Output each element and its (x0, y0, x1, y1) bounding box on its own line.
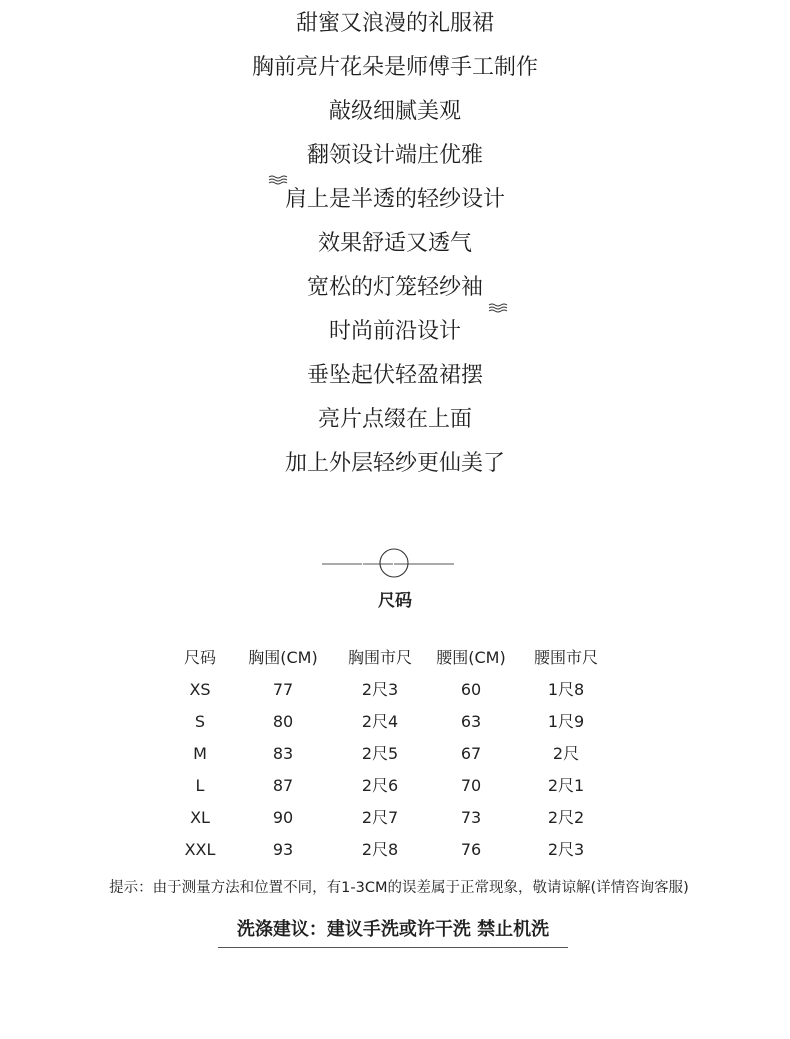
cell-waist-cm: 73 (460, 808, 482, 827)
section-divider-icon (322, 546, 468, 580)
table-row (0, 738, 790, 770)
cell-waist-chi: 1尺9 (547, 712, 585, 731)
cell-waist-chi: 2尺 (552, 744, 580, 763)
description-line-4: 翻领设计端庄优雅 (306, 143, 483, 168)
cell-bust-cm: 80 (272, 712, 294, 731)
cell-bust-cm: 83 (272, 744, 294, 763)
description-line-5: 肩上是半透的轻纱设计 (284, 187, 505, 212)
wash-advice: 洗涤建议：建议手洗或许干洗 禁止机洗 (218, 915, 568, 948)
wave-ornament-icon (488, 303, 510, 313)
table-row (0, 834, 790, 866)
description-line-7: 宽松的灯笼轻纱袖 (306, 275, 483, 300)
table-row (0, 770, 790, 802)
cell-waist-cm: 63 (460, 712, 482, 731)
cell-size: XL (190, 808, 210, 827)
description-line-1: 甜蜜又浪漫的礼服裙 (295, 11, 494, 36)
wave-ornament-icon (268, 175, 290, 185)
description-line-6: 效果舒适又透气 (317, 231, 472, 256)
cell-bust-chi: 2尺3 (361, 680, 399, 699)
cell-bust-chi: 2尺4 (361, 712, 399, 731)
header-waist-cm: 腰围(CM) (436, 648, 506, 667)
cell-waist-chi: 2尺3 (547, 840, 585, 859)
table-row (0, 706, 790, 738)
cell-bust-cm: 77 (272, 680, 294, 699)
cell-bust-chi: 2尺7 (361, 808, 399, 827)
cell-waist-chi: 1尺8 (547, 680, 585, 699)
header-bust-chi: 胸围市尺 (347, 648, 412, 667)
description-line-8: 时尚前沿设计 (328, 319, 461, 344)
cell-size: XXL (184, 840, 216, 859)
cell-waist-cm: 70 (460, 776, 482, 795)
cell-bust-chi: 2尺5 (361, 744, 399, 763)
measurement-tip: 提示：由于测量方法和位置不同，有1-3CM的误差属于正常现象，敬请谅解(详情咨询客服) (109, 880, 689, 896)
cell-size: L (195, 776, 205, 795)
cell-bust-chi: 2尺8 (361, 840, 399, 859)
description-line-2: 胸前亮片花朵是师傅手工制作 (251, 55, 538, 80)
cell-bust-chi: 2尺6 (361, 776, 399, 795)
cell-size: S (194, 712, 206, 731)
cell-waist-chi: 2尺2 (547, 808, 585, 827)
description-line-10: 亮片点缀在上面 (317, 407, 472, 432)
cell-bust-cm: 93 (272, 840, 294, 859)
description-line-9: 垂坠起伏轻盈裙摆 (306, 363, 483, 388)
header-bust-cm: 胸围(CM) (248, 648, 318, 667)
size-section-title: 尺码 (378, 591, 412, 611)
cell-size: XS (189, 680, 211, 699)
description-line-11: 加上外层轻纱更仙美了 (284, 451, 505, 476)
cell-waist-cm: 60 (460, 680, 482, 699)
table-header-row (0, 642, 790, 674)
cell-size: M (193, 744, 207, 763)
cell-waist-cm: 67 (460, 744, 482, 763)
header-waist-chi: 腰围市尺 (533, 648, 598, 667)
cell-waist-chi: 2尺1 (547, 776, 585, 795)
header-size: 尺码 (183, 648, 216, 667)
cell-bust-cm: 87 (272, 776, 294, 795)
cell-waist-cm: 76 (460, 840, 482, 859)
description-line-3: 敲级细腻美观 (328, 99, 461, 124)
table-row (0, 674, 790, 706)
cell-bust-cm: 90 (272, 808, 294, 827)
table-row (0, 802, 790, 834)
